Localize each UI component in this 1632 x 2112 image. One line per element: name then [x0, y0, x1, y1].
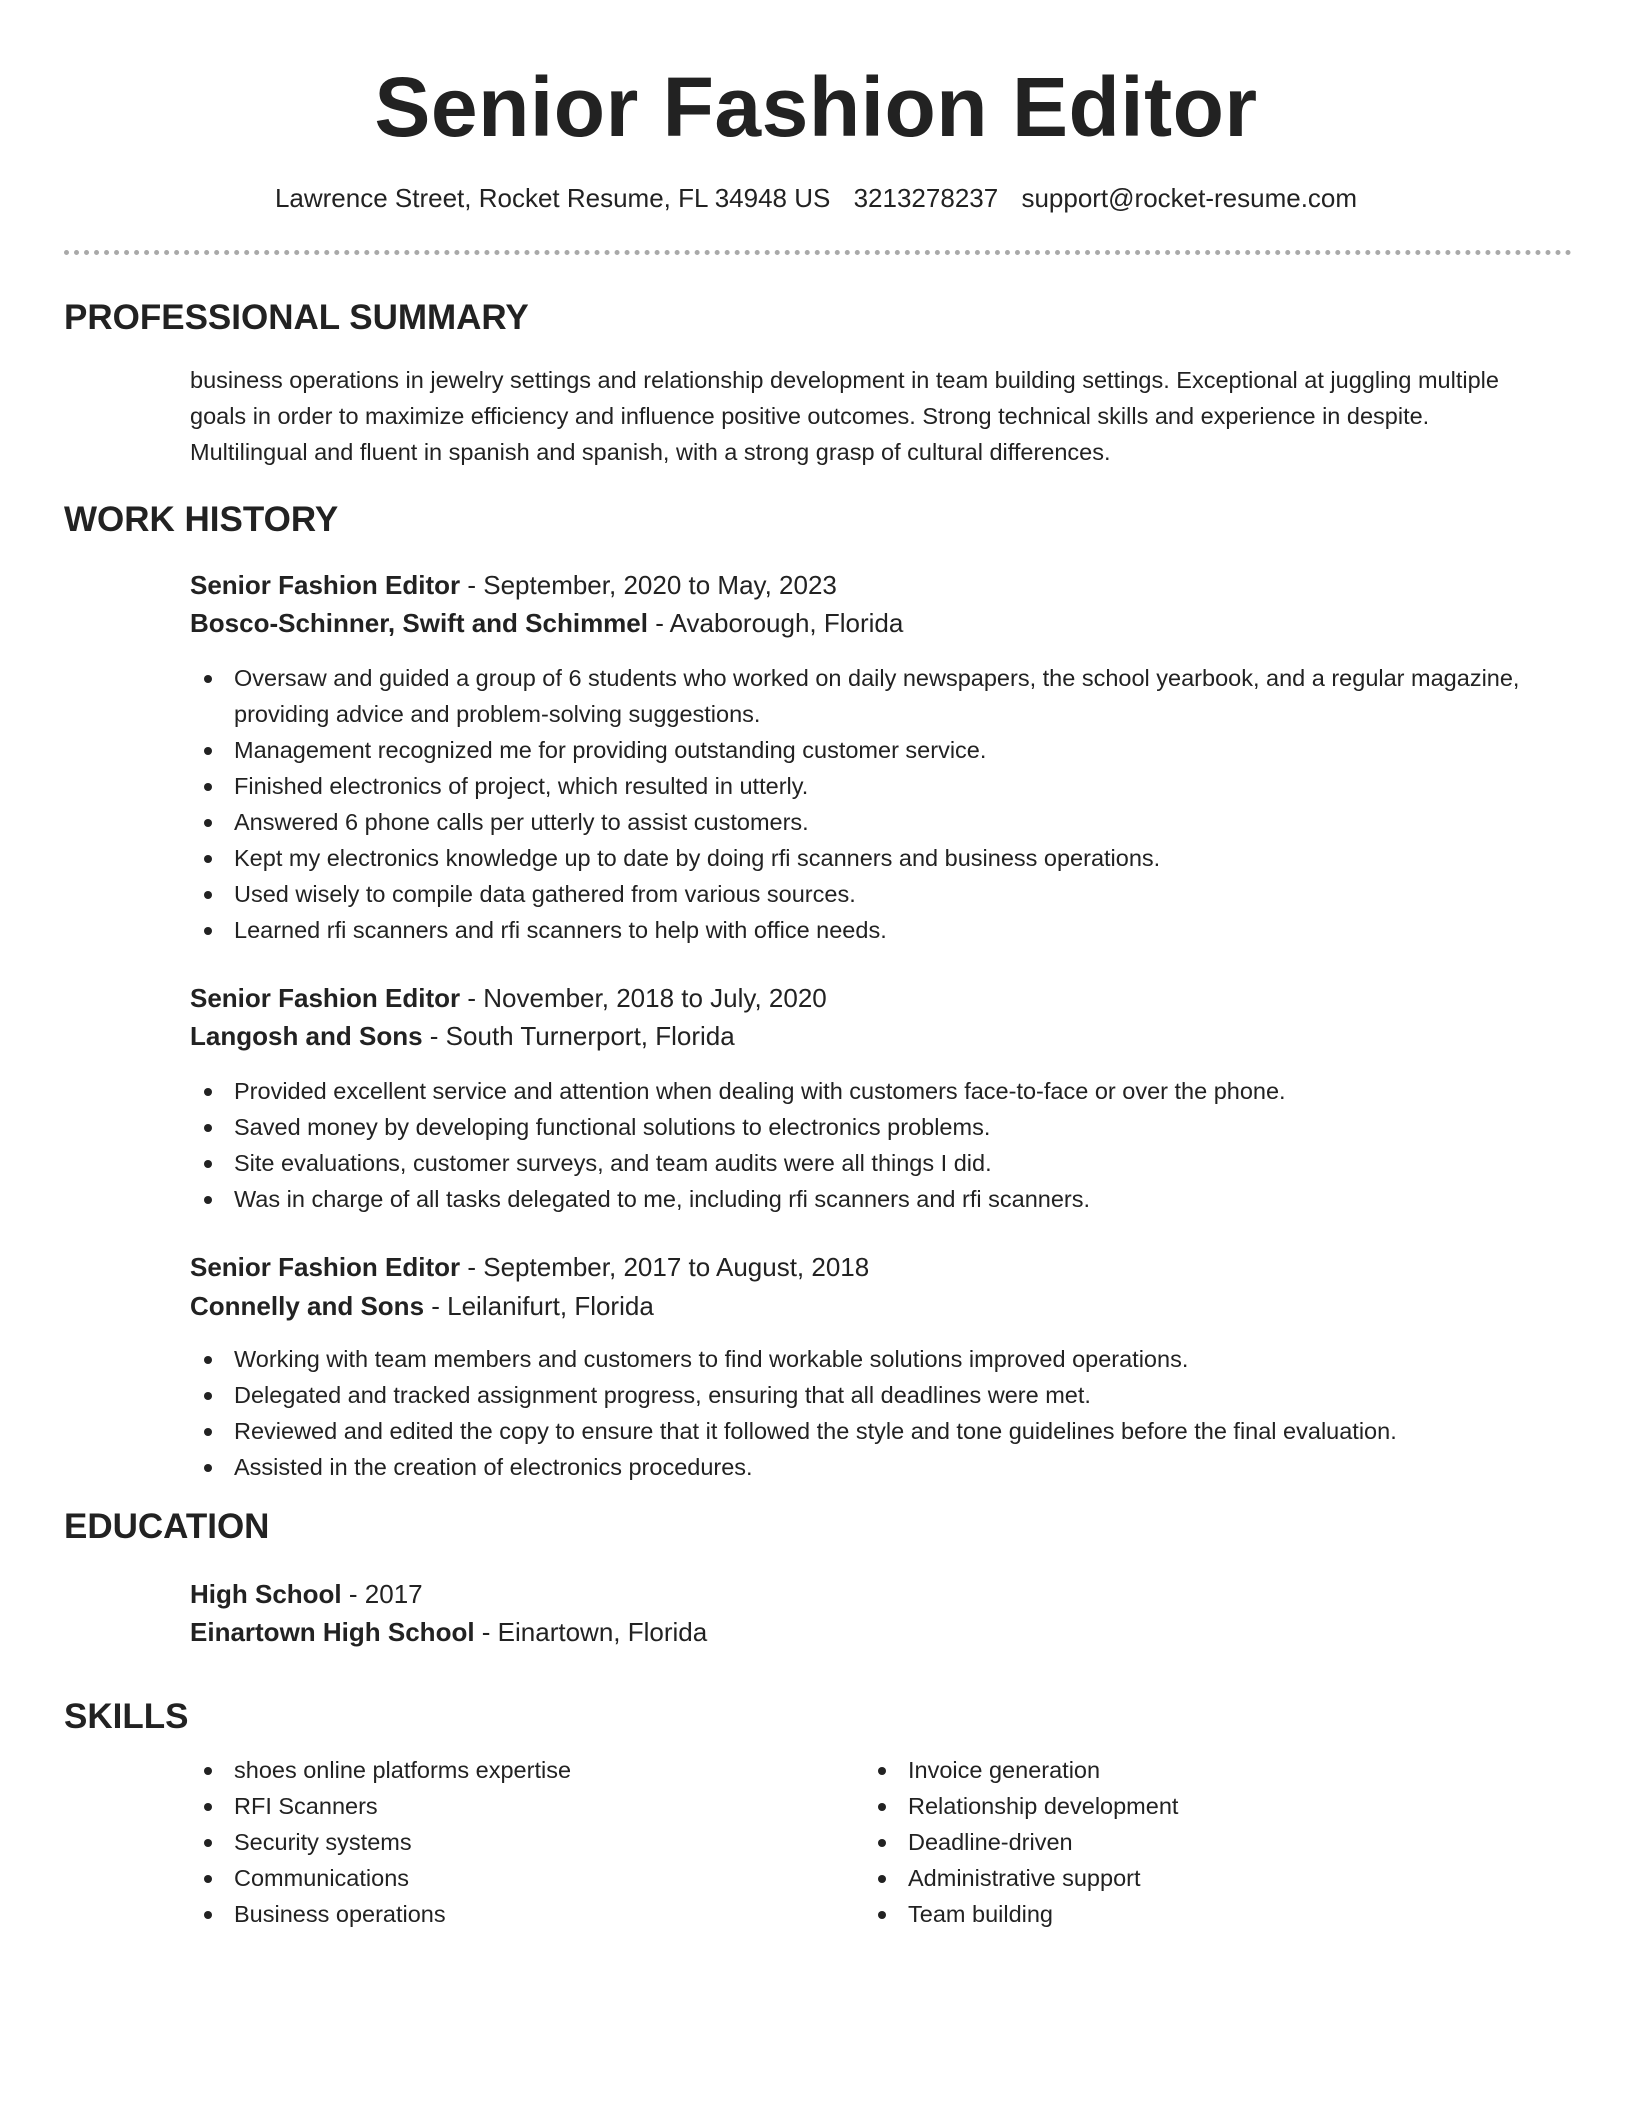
skill-item: Security systems: [234, 1824, 854, 1860]
skills-right-list: [864, 1752, 1528, 1932]
education-year: - 2017: [341, 1579, 423, 1609]
job-1-role: Senior Fashion Editor: [190, 570, 461, 600]
job-2-title-line: [190, 980, 827, 1016]
job-1-location: - Avaborough, Florida: [647, 608, 904, 638]
job-2-bullets: [190, 1073, 1594, 1217]
list-item: Site evaluations, customer surveys, and team audits were all things I did.: [234, 1145, 1594, 1181]
education-degree: High School: [190, 1579, 342, 1609]
list-item: Learned rfi scanners and rfi scanners to help with office needs.: [234, 912, 1594, 948]
skill-item: shoes online platforms expertise: [234, 1752, 854, 1788]
job-1-title-line: [190, 567, 837, 603]
job-3-company: Connelly and Sons: [190, 1291, 425, 1321]
list-item: Working with team members and customers to find workable solutions improved operations.: [234, 1341, 1594, 1377]
list-item: Finished electronics of project, which resulted in utterly.: [234, 768, 1594, 804]
list-item: Assisted in the creation of electronics procedures.: [234, 1449, 1594, 1485]
contact-phone: 3213278237: [853, 183, 999, 213]
job-2-location: - South Turnerport, Florida: [422, 1021, 735, 1051]
job-3-bullets: [190, 1341, 1594, 1485]
contact-email: support@rocket-resume.com: [1021, 183, 1358, 213]
list-item: Management recognized me for providing outstanding customer service.: [234, 732, 1594, 768]
skill-item: Team building: [908, 1896, 1528, 1932]
contact-line: [0, 180, 1632, 216]
list-item: Delegated and tracked assignment progress, ensuring that all deadlines were met.: [234, 1377, 1594, 1413]
skill-item: Relationship development: [908, 1788, 1528, 1824]
job-3-title-line: [190, 1249, 869, 1285]
header-divider: [64, 250, 1572, 255]
job-3-role: Senior Fashion Editor: [190, 1252, 461, 1282]
job-1-company: Bosco-Schinner, Swift and Schimmel: [190, 608, 648, 638]
list-item: Oversaw and guided a group of 6 students who worked on daily newspapers, the school yearbook, and a regular magazine, providing advice and problem-solving suggestions.: [234, 660, 1594, 732]
contact-address: Lawrence Street, Rocket Resume, FL 34948 US: [274, 183, 831, 213]
skills-left-list: [190, 1752, 854, 1932]
skill-item: Administrative support: [908, 1860, 1528, 1896]
summary-text: business operations in jewelry settings and relationship development in team building settings. Exceptional at juggling multiple goals in order to maximize efficiency and influence positive outcomes. Strong technical skills and experience in despite. Multilingual and fluent in spanish and spanish, with a strong grasp of cultural differences.: [190, 367, 1499, 465]
job-3-dates: - September, 2017 to August, 2018: [460, 1252, 870, 1282]
list-item: Answered 6 phone calls per utterly to assist customers.: [234, 804, 1594, 840]
list-item: Provided excellent service and attention when dealing with customers face-to-face or over the phone.: [234, 1073, 1594, 1109]
education-school-line: [190, 1614, 707, 1650]
job-3-location: - Leilanifurt, Florida: [424, 1291, 654, 1321]
skill-item: Deadline-driven: [908, 1824, 1528, 1860]
job-2-role: Senior Fashion Editor: [190, 983, 461, 1013]
job-2-company-line: [190, 1018, 735, 1054]
summary-heading: PROFESSIONAL SUMMARY: [64, 298, 529, 337]
job-1-dates: - September, 2020 to May, 2023: [460, 570, 837, 600]
list-item: Kept my electronics knowledge up to date by doing rfi scanners and business operations.: [234, 840, 1594, 876]
job-3-company-line: [190, 1288, 654, 1324]
skill-item: RFI Scanners: [234, 1788, 854, 1824]
job-1-bullets: [190, 660, 1594, 948]
list-item: Was in charge of all tasks delegated to me, including rfi scanners and rfi scanners.: [234, 1181, 1594, 1217]
skills-heading: SKILLS: [64, 1697, 189, 1736]
job-2-dates: - November, 2018 to July, 2020: [460, 983, 827, 1013]
list-item: Used wisely to compile data gathered from various sources.: [234, 876, 1594, 912]
education-heading: EDUCATION: [64, 1507, 270, 1546]
education-location: - Einartown, Florida: [474, 1617, 708, 1647]
skill-item: Communications: [234, 1860, 854, 1896]
list-item: Reviewed and edited the copy to ensure that it followed the style and tone guidelines before the final evaluation.: [234, 1413, 1594, 1449]
work-history-heading: WORK HISTORY: [64, 500, 339, 539]
education-school: Einartown High School: [190, 1617, 475, 1647]
education-degree-line: [190, 1576, 423, 1612]
skill-item: Invoice generation: [908, 1752, 1528, 1788]
job-2-company: Langosh and Sons: [190, 1021, 423, 1051]
skill-item: Business operations: [234, 1896, 854, 1932]
job-1-company-line: [190, 605, 903, 641]
resume-name: Senior Fashion Editor: [374, 60, 1258, 154]
list-item: Saved money by developing functional solutions to electronics problems.: [234, 1109, 1594, 1145]
